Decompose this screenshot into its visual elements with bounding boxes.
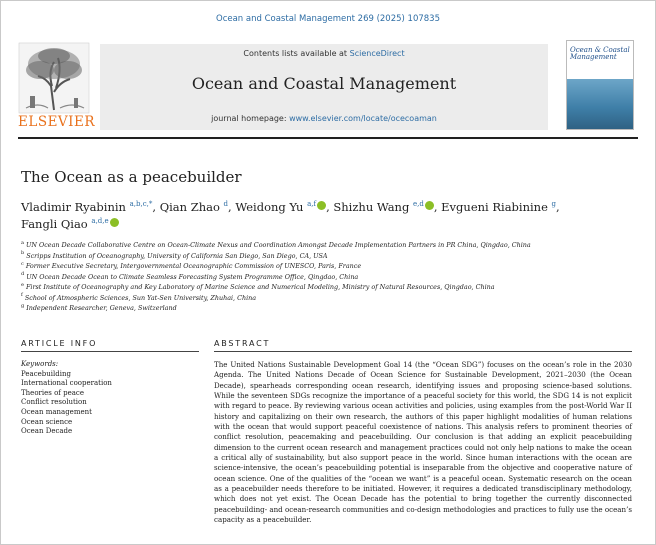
affiliation-key: a: [21, 239, 24, 246]
affiliation-key: d: [21, 271, 25, 278]
keyword-item: Theories of peace: [21, 388, 84, 397]
affiliation-key: c: [21, 260, 24, 267]
affiliation-item: [21, 240, 631, 251]
abstract-divider: [214, 351, 632, 352]
affiliation-marker[interactable]: a,b,c,*: [129, 200, 153, 209]
publisher-name: ELSEVIER: [18, 114, 96, 130]
affiliation-text: UN Ocean Decade Collaborative Centre on Ocean-Climate Nexus and Coordination Amongst Decade Implementation Partners in PR China, Qingdao, China: [25, 241, 531, 249]
header-divider: [18, 137, 638, 139]
affiliation-text: Scripps Institution of Oceanography, University of California San Diego, San Diego, CA, USA: [26, 251, 328, 260]
affiliation-marker[interactable]: a,f: [307, 200, 317, 209]
orcid-icon[interactable]: [425, 201, 434, 210]
keyword-item: Ocean management: [21, 407, 92, 416]
article-title: The Ocean as a peacebuilder: [21, 168, 242, 186]
keyword-item: Ocean science: [21, 417, 73, 426]
keyword-item: International cooperation: [21, 379, 112, 388]
article-info-heading: ARTICLE INFO: [21, 339, 98, 348]
affiliation-text: First Institute of Oceanography and Key Laboratory of Marine Science and Numerical Modeling, Ministry of Natural Resources, Qingdao, China: [25, 283, 495, 291]
keywords-heading: Keywords:: [21, 360, 59, 368]
journal-title: Ocean and Coastal Management: [191, 74, 457, 93]
affiliation-marker[interactable]: e,d: [412, 200, 424, 209]
orcid-icon[interactable]: [110, 218, 119, 227]
homepage-line: [100, 114, 548, 123]
article-info-divider: [21, 351, 199, 352]
sciencedirect-link[interactable]: ScienceDirect: [349, 49, 405, 58]
author-name[interactable]: Fangli Qiao: [21, 217, 88, 231]
elsevier-logo[interactable]: [18, 42, 96, 130]
affiliation-key: b: [21, 250, 25, 257]
abstract-heading: ABSTRACT: [214, 339, 271, 348]
contents-line: [100, 49, 548, 58]
contents-prefix: Contents lists available at: [243, 49, 350, 58]
affiliation-marker[interactable]: g: [551, 200, 557, 209]
affiliation-text: Former Executive Secretary, Intergovernmental Oceanographic Commission of UNESCO, Paris, France: [25, 262, 362, 270]
affiliation-item: [21, 261, 631, 272]
journal-masthead: [100, 44, 548, 130]
keyword-item: Peacebuilding: [21, 369, 71, 378]
affiliation-key: e: [21, 281, 24, 288]
affiliation-item: [21, 303, 631, 314]
cover-image: [567, 79, 634, 130]
author-list: Vladimir Ryabinin $^{a,b,c,*}$, Qian Zhao $^d$, Weidong Yu $^{a,f}$ , Shizhu Wang $^{e,d}$ , Evgueni Riabinine $^g$, Fangli Qiao $^{a,d,e}$: [21, 200, 560, 231]
affiliation-list: [21, 240, 631, 314]
cover-title: Ocean & Coastal Management: [570, 46, 630, 61]
tree-icon: [18, 42, 90, 114]
affiliation-item: [21, 282, 631, 293]
affiliation-text: UN Ocean Decade Ocean to Climate Seamless Forecasting System Programme Office, Qingdao, China: [26, 272, 359, 281]
homepage-prefix: journal homepage:: [211, 114, 290, 123]
author-name[interactable]: Weidong Yu: [235, 200, 304, 214]
orcid-icon[interactable]: [317, 201, 326, 210]
affiliation-marker[interactable]: a,d,e: [91, 217, 109, 226]
cover-header: [567, 41, 634, 79]
author-name[interactable]: Qian Zhao: [159, 200, 220, 214]
affiliation-key: g: [21, 302, 25, 309]
journal-cover-thumbnail[interactable]: [566, 40, 634, 130]
affiliation-item: [21, 272, 631, 283]
keyword-item: Conflict resolution: [21, 398, 87, 407]
keyword-item: Ocean Decade: [21, 427, 73, 436]
author-name[interactable]: Shizhu Wang: [333, 200, 410, 214]
author-name[interactable]: Vladimir Ryabinin: [21, 200, 126, 214]
author-name[interactable]: Evgueni Riabinine: [441, 200, 548, 214]
keywords-list: [21, 360, 201, 437]
abstract-text: The United Nations Sustainable Development Goal 14 (the “Ocean SDG”) focuses on the ocean’s role in the 2030 Agenda. The United Nations Decade of Ocean Science for Sustainable Development, 2021–2030 (the Ocean Decade), spearheads corresponding ocean research, identifying issues and proposing science-based solutions. While the seventeen SDGs recognize the importance of a peaceful society for this world, the SDG 14 is not explicit with regard to peace. By reviewing various ocean activities and policies, using examples from the post-World War II history and capitalizing on their own research, the authors of this paper highlight modalities of human relations with the ocean that would support peaceful coexistence of nations. This analysis refers to prominent theories of conflict resolution, peacemaking and peacebuilding. Our conclusion is that adding an explicit peacebuilding dimension to the current ocean research and management practices could not only help nations to make the ocean a critical ally of sustainability, but also support peace in the world. Since human interactions with the ocean are science-intensive, the ocean’s peacebuilding potential is inseparable from the objective and cooperative nature of ocean science. One of the qualities of the “ocean we want” is a peaceful ocean. Systematic research on the ocean as a peacebuilder needs therefore to be initiated. However, it requires a dedicated transdisciplinary methodology, which does not yet exist. The Ocean Decade has the potential to bring together the currently disconnected peacebuilding- and ocean-research communities and co-design methodologies and practices to fully use the ocean’s capacity as a peacebuilder.: [214, 360, 632, 525]
journal-homepage-link[interactable]: www.elsevier.com/locate/ocecoaman: [289, 114, 437, 123]
affiliation-item: [21, 293, 631, 304]
affiliation-item: [21, 251, 631, 262]
journal-reference-link[interactable]: Ocean and Coastal Management 269 (2025) 107835: [216, 14, 440, 24]
affiliation-marker[interactable]: d: [223, 200, 229, 209]
affiliation-text: Independent Researcher, Geneva, Switzerland: [26, 304, 177, 312]
affiliation-key: f: [21, 292, 23, 299]
affiliation-text: School of Atmospheric Sciences, Sun Yat-Sen University, Zhuhai, China: [24, 293, 257, 302]
